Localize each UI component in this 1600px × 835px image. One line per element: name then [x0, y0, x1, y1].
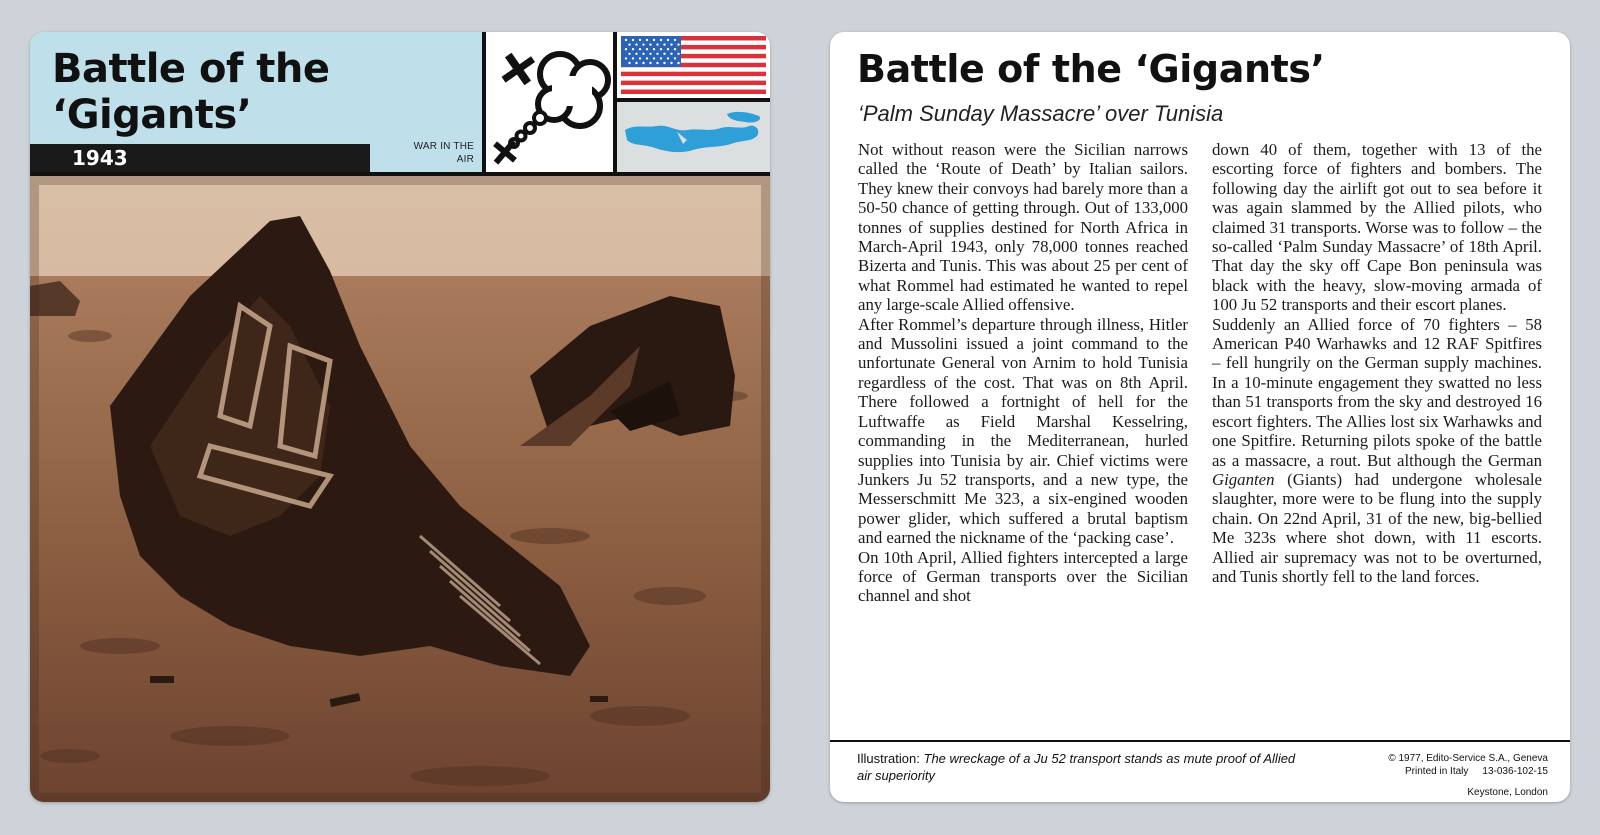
paragraph: Suddenly an Allied force of 70 fighters – 58 American P40 Warhawks and 12 RAF Spitfires – fell hungrily on the German supply machines. In a 10-minute engagement they swatted no less than 51 transports from the sky and destroyed 16 escort fighters. The Allies lost six Warhawks and one Spitfire. Returning pilots spoke of the battle as a massacre, a rout. But although the German Giganten (Giants) had undergone wholesale slaughter, more were to be flung into the supply chain. On 22nd April, 31 of the new, big-bellied Me 323s where shot down, with 11 escorts. Allied air supremacy was not to be overturned, and Tunis shortly fell to the land forces. — [1212, 314, 1542, 586]
front-title — [52, 46, 330, 138]
us-flag-icon — [617, 32, 770, 102]
paragraph: On 10th April, Allied fighters intercepted a large force of German transports over the Sicilian channel and shot — [858, 547, 1188, 606]
back-title: Battle of the ‘Gigants’ — [857, 47, 1325, 91]
paragraph: After Rommel’s departure through illness, Hitler and Mussolini issued a joint command to the unfortunate General von Arnim to hold Tunisia regardless of the cost. That was on 8th April. There followed a fortnight of hell for the Luftwaffe as Field Marshal Kesselring, commanding in the Mediterranean, hurled supplies into Tunisia by air. Chief victims were Junkers Ju 52 transports, and a new type, the Messerschmitt Me 323, a six-engined wooden power glider, which suffered a brutal baptism and earned the nickname of the ‘packing case’. — [858, 314, 1188, 548]
front-header — [30, 32, 770, 172]
illustration-text: The wreckage of a Ju 52 transport stands as mute proof of Allied air superiority — [857, 751, 1296, 783]
illustration-caption — [857, 750, 1297, 784]
photo-credit: Keystone, London — [1467, 787, 1548, 798]
footer-divider — [830, 740, 1570, 742]
card-back — [830, 32, 1570, 802]
front-title-line1: Battle of the — [52, 46, 330, 92]
wreckage-photo — [30, 176, 770, 802]
year-bar — [30, 144, 370, 172]
war-in-the-air-symbol-icon — [482, 32, 617, 172]
front-title-line2: ‘Gigants’ — [52, 92, 252, 138]
giganten-italic: Giganten — [1212, 469, 1275, 489]
illustration-label: Illustration: — [857, 751, 920, 766]
copyright: © 1977, Edito-Service S.A., Geneva — [1388, 753, 1548, 764]
paragraph: Not without reason were the Sicilian narrows called the ‘Route of Death’ by Italian sailors. They knew their convoys had barely more than a 50-50 chance of getting through. Out of 133,000 tonnes of supplies destined for North Africa in March-April 1943, only 78,000 tonnes reached Bizerta and Tunis. This was about 25 per cent of what Rommel had estimated he wanted to repel any large-scale Allied offensive. — [858, 140, 1188, 315]
mediterranean-map-icon — [617, 102, 770, 172]
printed-in: Printed in Italy — [1405, 766, 1469, 777]
year-label: 1943 — [72, 146, 128, 170]
back-subtitle: ‘Palm Sunday Massacre’ over Tunisia — [858, 101, 1224, 126]
credits — [1318, 752, 1548, 799]
text-column-left — [858, 140, 1188, 606]
paragraph: down 40 of them, together with 13 of the escorting force of fighters and bombers. The following day the airlift got out to sea before it was again slammed by the Allied pilots, who claimed 31 transports. Worse was to follow – the so-called ‘Palm Sunday Massacre’ of 18th April. That day the sky off Cape Bon peninsula was black with the heavy, slow-moving armada of 100 Ju 52 transports and their escort planes. — [1212, 140, 1542, 315]
series-label: WAR IN THE AIR — [413, 141, 474, 165]
text-column-right — [1212, 140, 1542, 586]
card-front — [30, 32, 770, 802]
card-code: 13-036-102-15 — [1482, 766, 1548, 777]
